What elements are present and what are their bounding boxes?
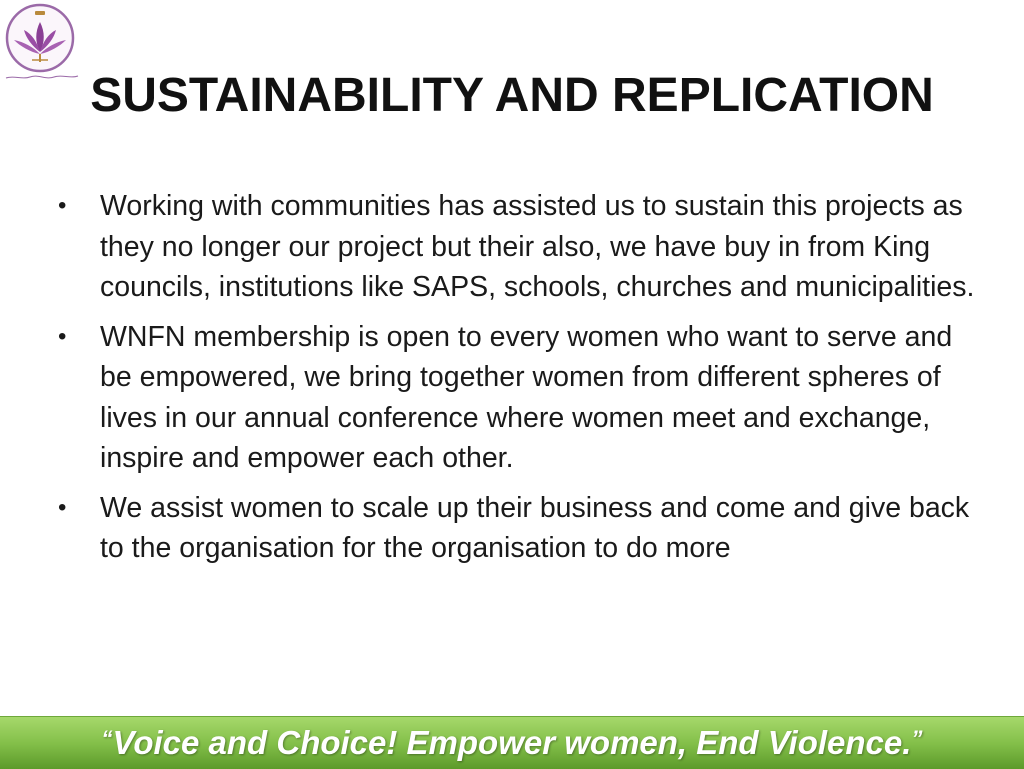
footer-slogan [102, 724, 923, 762]
open-quote: “ [101, 726, 113, 751]
slide-title: SUSTAINABILITY AND REPLICATION [90, 69, 934, 122]
footer-banner [0, 716, 1024, 769]
bullet-item-communities [58, 186, 978, 308]
bullet-icon: • [58, 322, 67, 350]
bullet-icon: • [58, 493, 67, 521]
close-quote: ” [911, 726, 923, 751]
bullet-text: We assist women to scale up their business and come and give back to the organisation for the organisation to do more [100, 491, 970, 564]
bullet-list [58, 186, 978, 578]
bullet-item-business [58, 488, 978, 569]
slogan-text: Voice and Choice! Empower women, End Violence. [112, 724, 912, 761]
bullet-icon: • [58, 192, 67, 219]
bullet-text: WNFN membership is open to every women who want to serve and be empowered, we bring together women from different spheres of lives in our annual conference where women meet and exchange, inspire and empower each other. [100, 320, 953, 474]
bullet-item-membership [58, 317, 978, 479]
bullet-text: Working with communities has assisted us to sustain this projects as they no longer our project but their also, we have buy in from King councils, institutions like SAPS, schools, churches and municipalities. [100, 190, 975, 303]
